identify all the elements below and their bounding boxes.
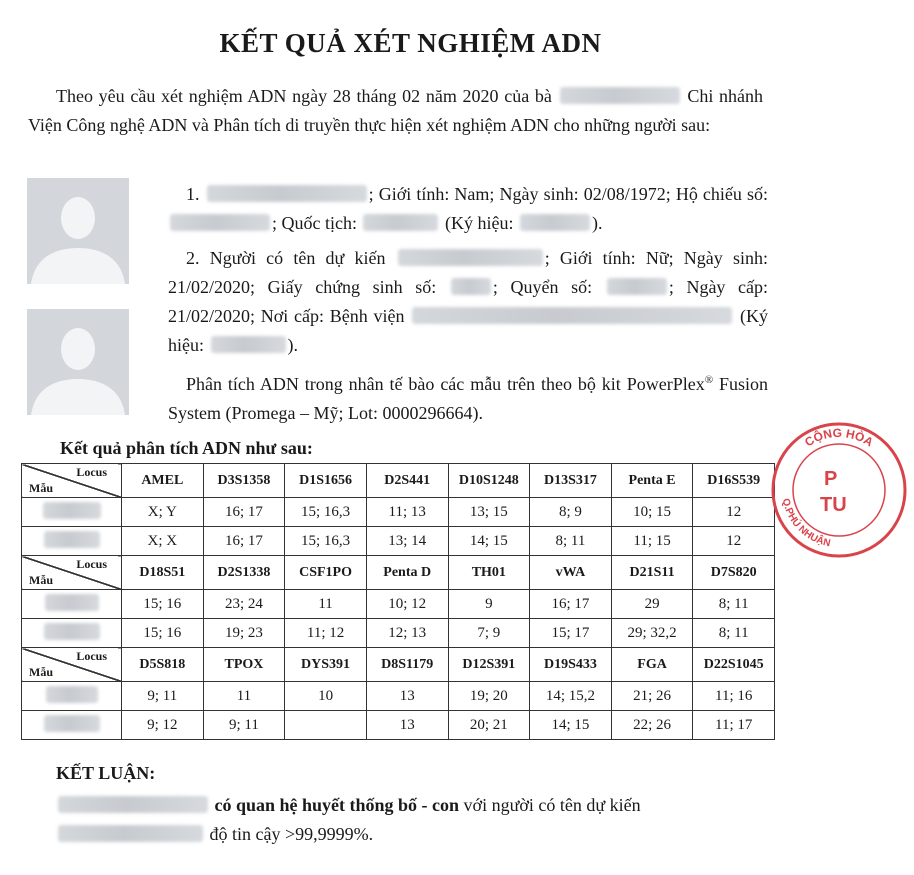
allele-value-cell: 8; 11 [693, 619, 775, 648]
seal-big-text-1: P [824, 468, 838, 490]
locus-name-cell: TPOX [203, 648, 285, 682]
document-title: KẾT QUẢ XÉT NGHIỆM ADN [219, 28, 602, 58]
locus-name-cell: D7S820 [693, 556, 775, 590]
allele-value-cell: 13; 14 [366, 527, 448, 556]
allele-value-cell: 20; 21 [448, 711, 530, 740]
table-corner-cell [22, 556, 122, 590]
redacted-passport-number [170, 214, 270, 231]
allele-value-cell: 8; 11 [693, 590, 775, 619]
table-row [22, 619, 775, 648]
person1-close: ). [591, 213, 603, 233]
allele-value-cell: 11; 17 [693, 711, 775, 740]
sample-id-cell [22, 590, 122, 619]
redacted-book-number [607, 278, 667, 295]
person2-book-label: ; Quyển số: [492, 277, 593, 297]
redacted-person1-name [207, 185, 367, 202]
allele-value-cell: 11 [203, 682, 285, 711]
allele-value-cell: 29; 32,2 [611, 619, 693, 648]
locus-corner-label: Locus [76, 465, 107, 479]
redacted-sample-id [44, 623, 100, 640]
redacted-sample-id [43, 502, 101, 519]
allele-value-cell [285, 711, 367, 740]
dna-results-table [21, 463, 775, 740]
person2-details: ; Giới tính: Nữ; Ngày sinh: 21/02/2020; Giấy chứng sinh số: [168, 248, 769, 297]
redacted-person1-symbol [520, 214, 590, 231]
allele-value-cell: 12 [693, 498, 775, 527]
locus-name-cell: D21S11 [611, 556, 693, 590]
allele-value-cell: 9; 11 [203, 711, 285, 740]
allele-value-cell: X; Y [122, 498, 204, 527]
locus-name-cell: Penta E [611, 464, 693, 498]
allele-value-cell: 13; 15 [448, 498, 530, 527]
conclusion-heading: KẾT LUẬN: [56, 763, 156, 783]
persons-section [168, 180, 768, 428]
allele-value-cell: X; X [122, 527, 204, 556]
table-row [22, 498, 775, 527]
person2-number: 2. [186, 248, 200, 268]
locus-name-cell: D3S1358 [203, 464, 285, 498]
person2-issue-details: ; Ngày cấp: 21/02/2020; Nơi cấp: Bệnh viện [168, 277, 769, 326]
allele-value-cell: 14; 15 [448, 527, 530, 556]
locus-name-cell: D5S818 [122, 648, 204, 682]
intro-text-end: Chi nhánh Viện Công nghệ ADN và Phân tích di truyền thực hiện xét nghiệm ADN cho những người sau: [28, 86, 764, 135]
analysis-text-start: Phân tích ADN trong nhân tế bào các mẫu trên theo bộ kit PowerPlex [186, 374, 705, 394]
locus-name-cell: CSF1PO [285, 556, 367, 590]
locus-name-cell: TH01 [448, 556, 530, 590]
analysis-paragraph [168, 366, 768, 428]
sample-id-cell [22, 498, 122, 527]
registered-mark: ® [704, 374, 714, 386]
allele-value-cell: 19; 23 [203, 619, 285, 648]
allele-value-cell: 11; 12 [285, 619, 367, 648]
person-silhouette-icon [27, 178, 129, 284]
locus-name-cell: D18S51 [122, 556, 204, 590]
locus-name-cell: FGA [611, 648, 693, 682]
person1-paragraph [168, 180, 768, 238]
locus-name-cell: vWA [530, 556, 612, 590]
locus-name-cell: D1S1656 [285, 464, 367, 498]
locus-name-cell: D12S391 [448, 648, 530, 682]
redacted-person2-name [398, 249, 543, 266]
allele-value-cell: 14; 15,2 [530, 682, 612, 711]
conclusion-paragraph [56, 791, 768, 849]
allele-value-cell: 16; 17 [530, 590, 612, 619]
locus-name-cell: Penta D [366, 556, 448, 590]
allele-value-cell: 9 [448, 590, 530, 619]
redacted-requester-name [560, 87, 680, 104]
allele-value-cell: 15; 16,3 [285, 527, 367, 556]
person1-symbol-label: (Ký hiệu: [444, 213, 514, 233]
redacted-child-name [58, 825, 203, 842]
locus-name-cell: D13S317 [530, 464, 612, 498]
allele-value-cell: 12; 13 [366, 619, 448, 648]
allele-value-cell: 12 [693, 527, 775, 556]
locus-corner-label: Locus [76, 649, 107, 663]
official-seal-stamp [764, 415, 914, 565]
allele-value-cell: 19; 20 [448, 682, 530, 711]
table-row [22, 682, 775, 711]
locus-header-row [22, 464, 775, 498]
person2-symbol-label: (Ký hiệu: [168, 306, 768, 355]
allele-value-cell: 11; 15 [611, 527, 693, 556]
allele-value-cell: 9; 12 [122, 711, 204, 740]
seal-top-text: CỘNG HÒA [802, 425, 876, 450]
allele-value-cell: 8; 9 [530, 498, 612, 527]
person2-close: ). [287, 335, 298, 355]
table-corner-cell [22, 648, 122, 682]
allele-value-cell: 10 [285, 682, 367, 711]
person1-photo-placeholder [27, 178, 129, 284]
locus-name-cell: D2S441 [366, 464, 448, 498]
seal-big-text-2: TU [820, 494, 847, 516]
locus-name-cell: AMEL [122, 464, 204, 498]
redacted-birth-certificate-number [451, 278, 491, 295]
redacted-sample-id [46, 686, 98, 703]
intro-text-start: Theo yêu cầu xét nghiệm ADN ngày 28 tháng 02 năm 2020 của bà [56, 86, 552, 106]
redacted-person2-symbol [211, 336, 286, 353]
allele-value-cell: 11; 13 [366, 498, 448, 527]
allele-value-cell: 10; 15 [611, 498, 693, 527]
allele-value-cell: 15; 17 [530, 619, 612, 648]
person-silhouette-icon [27, 309, 129, 415]
sample-id-cell [22, 711, 122, 740]
allele-value-cell: 15; 16,3 [285, 498, 367, 527]
allele-value-cell: 15; 16 [122, 590, 204, 619]
redacted-nationality [363, 214, 438, 231]
redacted-sample-id [44, 715, 100, 732]
locus-name-cell: D19S433 [530, 648, 612, 682]
person2-paragraph [168, 244, 768, 360]
conclusion-confidence: độ tin cậy >99,9999%. [209, 824, 374, 844]
allele-value-cell: 21; 26 [611, 682, 693, 711]
allele-value-cell: 8; 11 [530, 527, 612, 556]
locus-name-cell: D8S1179 [366, 648, 448, 682]
redacted-hospital-name [412, 307, 732, 324]
analysis-text-end: Fusion System (Promega – Mỹ; Lot: 0000296664). [168, 374, 769, 423]
conclusion-relation: có quan hệ huyết thống bố - con [214, 795, 460, 815]
locus-header-row [22, 648, 775, 682]
person2-photo-placeholder [27, 309, 129, 415]
allele-value-cell: 29 [611, 590, 693, 619]
seal-bottom-text: Q.PHÚ NHUẬN [779, 497, 832, 550]
sample-id-cell [22, 527, 122, 556]
allele-value-cell: 13 [366, 682, 448, 711]
allele-value-cell: 10; 12 [366, 590, 448, 619]
allele-value-cell: 15; 16 [122, 619, 204, 648]
allele-value-cell: 23; 24 [203, 590, 285, 619]
sample-id-cell [22, 619, 122, 648]
person1-details: ; Giới tính: Nam; Ngày sinh: 02/08/1972; Hộ chiếu số: [368, 184, 769, 204]
allele-value-cell: 16; 17 [203, 498, 285, 527]
results-heading: Kết quả phân tích ADN như sau: [60, 438, 313, 458]
allele-value-cell: 9; 11 [122, 682, 204, 711]
intro-paragraph [28, 82, 763, 140]
redacted-sample-id [44, 531, 100, 548]
allele-value-cell: 22; 26 [611, 711, 693, 740]
person2-name-label: Người có tên dự kiến [209, 248, 386, 268]
locus-name-cell: D10S1248 [448, 464, 530, 498]
table-row [22, 711, 775, 740]
person1-nationality-label: ; Quốc tịch: [272, 213, 357, 233]
person1-number: 1. [186, 184, 200, 204]
locus-name-cell: DYS391 [285, 648, 367, 682]
allele-value-cell: 11 [285, 590, 367, 619]
locus-corner-label: Locus [76, 557, 107, 571]
allele-value-cell: 14; 15 [530, 711, 612, 740]
sample-corner-label: Mẫu [29, 573, 53, 587]
allele-value-cell: 16; 17 [203, 527, 285, 556]
table-corner-cell [22, 464, 122, 498]
locus-name-cell: D16S539 [693, 464, 775, 498]
table-row [22, 590, 775, 619]
sample-corner-label: Mẫu [29, 665, 53, 679]
locus-header-row [22, 556, 775, 590]
redacted-sample-id [45, 594, 99, 611]
sample-id-cell [22, 682, 122, 711]
table-row [22, 527, 775, 556]
redacted-father-name [58, 796, 208, 813]
locus-name-cell: D22S1045 [693, 648, 775, 682]
sample-corner-label: Mẫu [29, 481, 53, 495]
conclusion-with-text: với người có tên dự kiến [463, 795, 641, 815]
allele-value-cell: 11; 16 [693, 682, 775, 711]
allele-value-cell: 7; 9 [448, 619, 530, 648]
locus-name-cell: D2S1338 [203, 556, 285, 590]
allele-value-cell: 13 [366, 711, 448, 740]
